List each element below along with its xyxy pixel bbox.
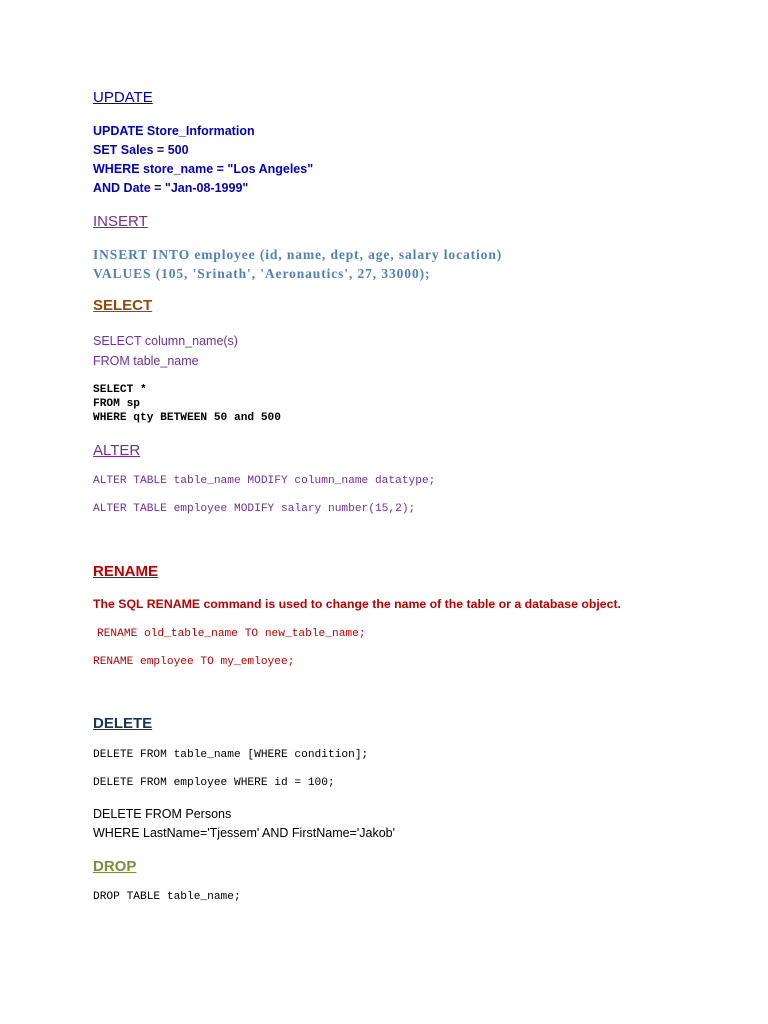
rename-description: The SQL RENAME command is used to change the name of the table or a database object. bbox=[93, 597, 621, 611]
alter-heading: ALTER bbox=[93, 442, 141, 459]
delete-example2-line: DELETE FROM Persons bbox=[93, 807, 232, 821]
delete-heading: DELETE bbox=[93, 715, 153, 732]
rename-syntax: RENAME old_table_name TO new_table_name; bbox=[97, 628, 366, 640]
drop-heading: DROP bbox=[93, 858, 137, 875]
drop-syntax: DROP TABLE table_name; bbox=[93, 891, 241, 903]
update-code-line: SET Sales = 500 bbox=[93, 143, 189, 157]
insert-heading: INSERT bbox=[93, 213, 148, 230]
alter-example: ALTER TABLE employee MODIFY salary number(15,2); bbox=[93, 503, 416, 515]
update-code-line: UPDATE Store_Information bbox=[93, 124, 255, 138]
update-code-line: AND Date = "Jan-08-1999" bbox=[93, 181, 249, 195]
update-heading: UPDATE bbox=[93, 89, 153, 106]
alter-syntax: ALTER TABLE table_name MODIFY column_name datatype; bbox=[93, 475, 436, 487]
delete-syntax: DELETE FROM table_name [WHERE condition]; bbox=[93, 749, 369, 761]
select-syntax-line: SELECT column_name(s) bbox=[93, 334, 238, 348]
select-syntax-line: FROM table_name bbox=[93, 354, 199, 368]
rename-example: RENAME employee TO my_emloyee; bbox=[93, 656, 295, 668]
delete-example: DELETE FROM employee WHERE id = 100; bbox=[93, 777, 335, 789]
update-code-line: WHERE store_name = "Los Angeles" bbox=[93, 162, 314, 176]
select-example-line: SELECT * bbox=[93, 384, 147, 396]
select-heading: SELECT bbox=[93, 297, 153, 314]
select-example-line: FROM sp bbox=[93, 398, 140, 410]
insert-code-line: VALUES (105, 'Srinath', 'Aeronautics', 27, 33000); bbox=[93, 266, 431, 281]
insert-code-line: INSERT INTO employee (id, name, dept, age, salary location) bbox=[93, 247, 503, 262]
delete-example2-line: WHERE LastName='Tjessem' AND FirstName='Jakob' bbox=[93, 826, 395, 840]
rename-heading: RENAME bbox=[93, 563, 159, 580]
select-example-line: WHERE qty BETWEEN 50 and 500 bbox=[93, 412, 281, 424]
